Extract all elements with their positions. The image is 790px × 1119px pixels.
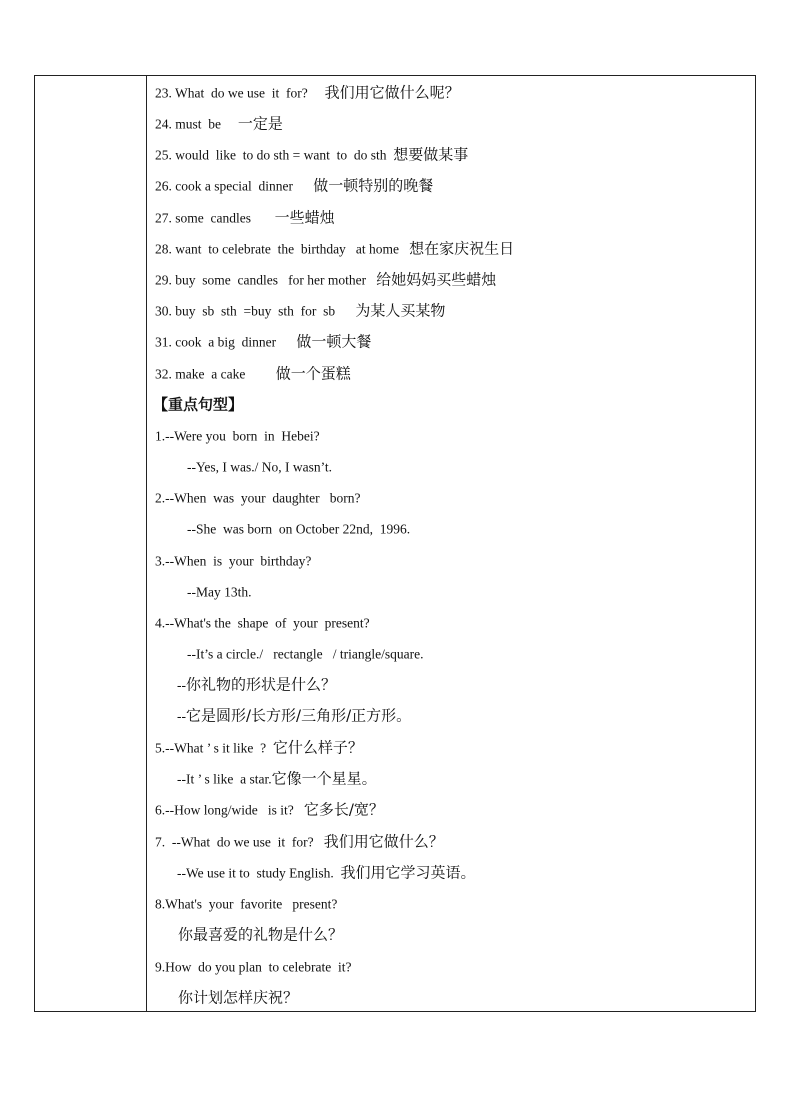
vocab-english: 31. cook a big dinner: [155, 334, 297, 350]
sentence-chinese: 它是圆形/长方形/三角形/正方形。: [186, 706, 412, 725]
sentence-line: [177, 670, 336, 701]
vocab-chinese: 做一顿大餐: [296, 332, 372, 351]
sentence-line: [187, 514, 410, 545]
sentence-english: --It ’ s like a star.: [177, 771, 272, 787]
vocab-chinese: 做一个蛋糕: [275, 364, 351, 383]
vocab-english: 27. some candles: [155, 210, 275, 226]
sentence-english: 4.--What's the shape of your present?: [155, 615, 370, 631]
sentence-line: [177, 858, 476, 889]
sentence-chinese: 我们用它学习英语。: [340, 863, 476, 882]
sentence-line: [177, 701, 411, 732]
vocab-chinese: 我们用它做什么呢？: [324, 83, 460, 102]
table-right-column: [147, 76, 755, 1011]
sentence-line: [187, 639, 424, 670]
sentence-english: --She was born on October 22nd, 1996.: [187, 521, 411, 537]
vocab-line: [155, 234, 514, 265]
vocab-english: 29. buy some candles for her mother: [155, 272, 377, 288]
vocab-line: [155, 140, 468, 171]
sentence-chinese: 它像一个星星。: [271, 769, 377, 788]
sentence-english: --May 13th.: [187, 584, 252, 600]
sentence-english: 8.What's your favorite present?: [155, 896, 338, 912]
sentence-english: --Yes, I was./ No, I wasn’t.: [187, 459, 332, 475]
sentence-chinese: 我们用它做什么？: [323, 832, 444, 851]
sentence-line: [155, 421, 320, 452]
vocab-chinese: 想在家庆祝生日: [409, 239, 515, 258]
sentence-english: 2.--When was your daughter born?: [155, 490, 361, 506]
sentence-line: [155, 889, 337, 920]
vocab-english: 28. want to celebrate the birthday at home: [155, 241, 410, 257]
vocab-english: 23. What do we use it for?: [155, 85, 325, 101]
section-heading: 【重点句型】: [153, 395, 244, 414]
vocab-chinese: 为某人买某物: [355, 301, 446, 320]
vocab-line: [155, 78, 460, 109]
sentence-line: [187, 577, 252, 608]
sentence-english: --: [177, 677, 186, 693]
sentence-chinese: 你礼物的形状是什么？: [186, 675, 337, 694]
sentence-english: 5.--What ’ s it like ?: [155, 740, 273, 756]
vocab-english: 30. buy sb sth =buy sth for sb: [155, 303, 356, 319]
vocab-line: [155, 171, 433, 202]
vocab-line: [155, 296, 445, 327]
sentence-chinese: 你最喜爱的礼物是什么？: [178, 925, 344, 944]
sentence-english: --It’s a circle./ rectangle / triangle/square.: [187, 646, 424, 662]
vocab-line: [155, 359, 351, 390]
sentence-line: [155, 608, 370, 639]
sentence-english: 9.How do you plan to celebrate it?: [155, 959, 352, 975]
sentence-english: --We use it to study English.: [177, 865, 341, 881]
vocab-chinese: 做一顿特别的晚餐: [313, 176, 434, 195]
content-table: [34, 75, 756, 1012]
vocab-line: [155, 327, 371, 358]
sentence-english: 3.--When is your birthday?: [155, 553, 312, 569]
sentence-line: [178, 920, 343, 951]
vocab-chinese: 一些蜡烛: [274, 208, 335, 227]
sentence-line: [155, 546, 311, 577]
sentence-line: [155, 483, 360, 514]
sentence-english: 1.--Were you born in Hebei?: [155, 428, 320, 444]
vocab-chinese: 给她妈妈买些蜡烛: [376, 270, 497, 289]
sentence-english: --: [177, 708, 186, 724]
sentence-line: [155, 952, 351, 983]
vocab-line: [155, 109, 283, 140]
sentence-english: 7. --What do we use it for?: [155, 834, 324, 850]
sentence-line: [155, 795, 384, 826]
vocab-english: 32. make a cake: [155, 366, 276, 382]
vocab-line: [155, 265, 496, 296]
sentence-line: [178, 983, 298, 1014]
sentence-english: 6.--How long/wide is it?: [155, 802, 304, 818]
sentence-chinese: 你计划怎样庆祝？: [178, 988, 299, 1007]
vocab-chinese: 一定是: [237, 114, 283, 133]
sentence-line: [177, 764, 377, 795]
sentence-chinese: 它什么样子？: [272, 738, 363, 757]
vocab-english: 25. would like to do sth = want to do sth: [155, 147, 394, 163]
vocab-english: 24. must be: [155, 116, 238, 132]
table-left-column: [35, 76, 147, 1011]
sentence-line: [187, 452, 332, 483]
sentence-line: [155, 733, 363, 764]
vocab-english: 26. cook a special dinner: [155, 178, 314, 194]
vocab-line: [155, 203, 335, 234]
vocab-chinese: 想要做某事: [393, 145, 469, 164]
sentence-chinese: 它多长/宽？: [303, 800, 384, 819]
sentence-line: [155, 827, 444, 858]
